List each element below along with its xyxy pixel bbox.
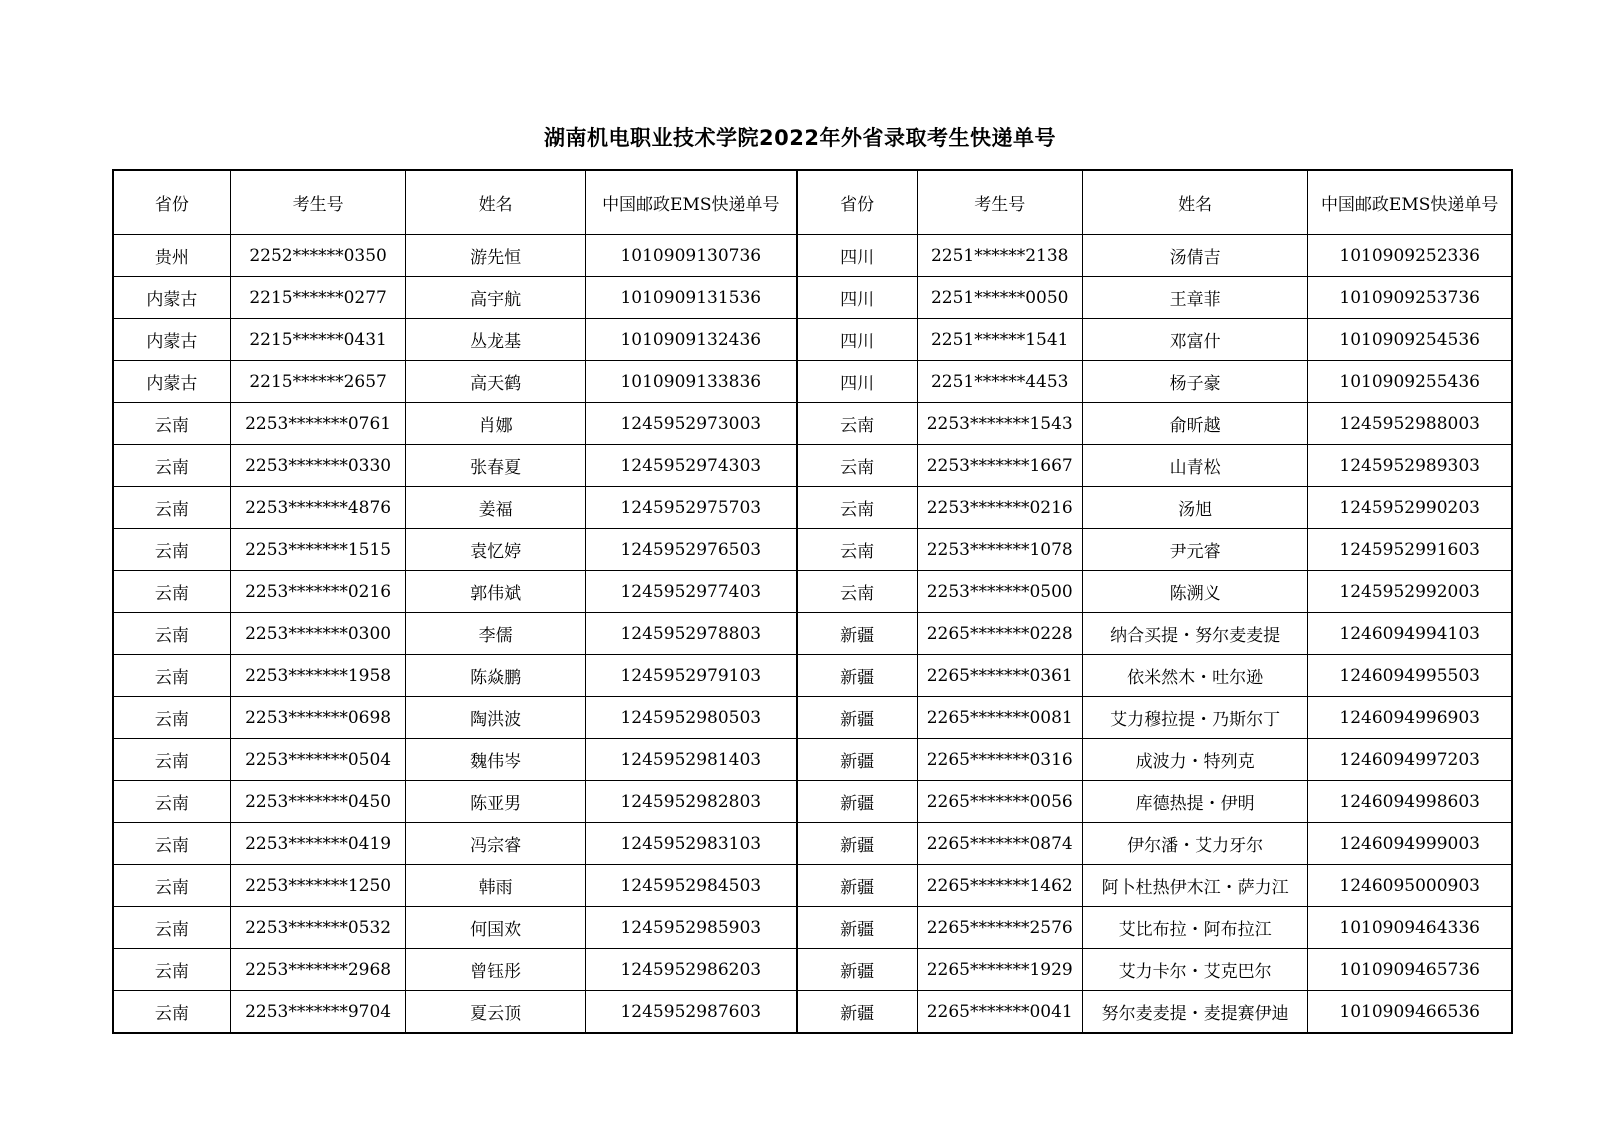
cell-province-left: 云南 bbox=[113, 991, 230, 1034]
table-row bbox=[113, 403, 1512, 445]
cell-ems-number-right: 1245952989303 bbox=[1308, 445, 1512, 487]
cell-exam-id-left: 2253*******1250 bbox=[230, 865, 406, 907]
cell-province-right: 四川 bbox=[797, 235, 917, 277]
cell-province-left: 云南 bbox=[113, 487, 230, 529]
cell-exam-id-right: 2251******2138 bbox=[917, 235, 1082, 277]
cell-exam-id-right: 2253*******0500 bbox=[917, 571, 1082, 613]
table-row bbox=[113, 277, 1512, 319]
cell-exam-id-right: 2251******4453 bbox=[917, 361, 1082, 403]
table-row bbox=[113, 781, 1512, 823]
cell-name-left: 袁忆婷 bbox=[406, 529, 586, 571]
cell-ems-number-right: 1246094996903 bbox=[1308, 697, 1512, 739]
cell-name-right: 王章菲 bbox=[1082, 277, 1308, 319]
cell-name-left: 何国欢 bbox=[406, 907, 586, 949]
cell-exam-id-left: 2253*******9704 bbox=[230, 991, 406, 1034]
header-ems-number-left: 中国邮政EMS快递单号 bbox=[585, 170, 796, 235]
cell-province-left: 云南 bbox=[113, 865, 230, 907]
cell-province-left: 云南 bbox=[113, 907, 230, 949]
cell-name-left: 丛龙基 bbox=[406, 319, 586, 361]
cell-exam-id-right: 2265*******0316 bbox=[917, 739, 1082, 781]
cell-ems-number-right: 1010909254536 bbox=[1308, 319, 1512, 361]
cell-name-right: 汤倩吉 bbox=[1082, 235, 1308, 277]
cell-province-left: 云南 bbox=[113, 403, 230, 445]
cell-exam-id-right: 2265*******0361 bbox=[917, 655, 1082, 697]
cell-exam-id-left: 2215******0277 bbox=[230, 277, 406, 319]
cell-exam-id-right: 2251******0050 bbox=[917, 277, 1082, 319]
cell-ems-number-right: 1010909253736 bbox=[1308, 277, 1512, 319]
table-row bbox=[113, 907, 1512, 949]
cell-exam-id-left: 2253*******0216 bbox=[230, 571, 406, 613]
cell-ems-number-right: 1245952991603 bbox=[1308, 529, 1512, 571]
cell-ems-number-left: 1245952976503 bbox=[585, 529, 796, 571]
cell-ems-number-left: 1245952983103 bbox=[585, 823, 796, 865]
cell-province-right: 四川 bbox=[797, 319, 917, 361]
cell-province-left: 贵州 bbox=[113, 235, 230, 277]
cell-exam-id-right: 2251******1541 bbox=[917, 319, 1082, 361]
cell-name-right: 依米然木・吐尔逊 bbox=[1082, 655, 1308, 697]
cell-name-left: 魏伟岑 bbox=[406, 739, 586, 781]
cell-province-right: 新疆 bbox=[797, 865, 917, 907]
cell-ems-number-left: 1010909132436 bbox=[585, 319, 796, 361]
cell-name-left: 郭伟斌 bbox=[406, 571, 586, 613]
cell-name-left: 高宇航 bbox=[406, 277, 586, 319]
cell-exam-id-right: 2265*******2576 bbox=[917, 907, 1082, 949]
cell-province-left: 内蒙古 bbox=[113, 319, 230, 361]
cell-name-left: 冯宗睿 bbox=[406, 823, 586, 865]
cell-exam-id-left: 2253*******0450 bbox=[230, 781, 406, 823]
header-name-left: 姓名 bbox=[406, 170, 586, 235]
cell-ems-number-right: 1246094998603 bbox=[1308, 781, 1512, 823]
cell-name-right: 成波力・特列克 bbox=[1082, 739, 1308, 781]
cell-name-left: 高天鹤 bbox=[406, 361, 586, 403]
cell-ems-number-left: 1245952977403 bbox=[585, 571, 796, 613]
cell-ems-number-left: 1010909130736 bbox=[585, 235, 796, 277]
cell-province-right: 新疆 bbox=[797, 781, 917, 823]
table-row bbox=[113, 361, 1512, 403]
cell-exam-id-right: 2265*******0874 bbox=[917, 823, 1082, 865]
cell-province-right: 云南 bbox=[797, 571, 917, 613]
table-row bbox=[113, 991, 1512, 1034]
cell-province-left: 云南 bbox=[113, 445, 230, 487]
header-exam-id-right: 考生号 bbox=[917, 170, 1082, 235]
cell-name-right: 邓富什 bbox=[1082, 319, 1308, 361]
cell-ems-number-right: 1246094995503 bbox=[1308, 655, 1512, 697]
table-row bbox=[113, 235, 1512, 277]
cell-exam-id-left: 2253*******0300 bbox=[230, 613, 406, 655]
cell-name-right: 艾比布拉・阿布拉江 bbox=[1082, 907, 1308, 949]
cell-ems-number-right: 1246094999003 bbox=[1308, 823, 1512, 865]
cell-name-left: 曾钰彤 bbox=[406, 949, 586, 991]
cell-name-right: 纳合买提・努尔麦麦提 bbox=[1082, 613, 1308, 655]
table-row bbox=[113, 487, 1512, 529]
cell-province-right: 云南 bbox=[797, 529, 917, 571]
cell-name-left: 陈亚男 bbox=[406, 781, 586, 823]
cell-province-right: 新疆 bbox=[797, 823, 917, 865]
cell-province-left: 内蒙古 bbox=[113, 277, 230, 319]
cell-ems-number-left: 1245952974303 bbox=[585, 445, 796, 487]
cell-ems-number-left: 1245952980503 bbox=[585, 697, 796, 739]
cell-exam-id-right: 2253*******1667 bbox=[917, 445, 1082, 487]
cell-province-right: 四川 bbox=[797, 361, 917, 403]
cell-province-left: 内蒙古 bbox=[113, 361, 230, 403]
cell-ems-number-right: 1245952990203 bbox=[1308, 487, 1512, 529]
table-row bbox=[113, 823, 1512, 865]
cell-province-left: 云南 bbox=[113, 823, 230, 865]
table-row bbox=[113, 613, 1512, 655]
cell-ems-number-right: 1010909465736 bbox=[1308, 949, 1512, 991]
cell-name-right: 艾力穆拉提・乃斯尔丁 bbox=[1082, 697, 1308, 739]
cell-exam-id-left: 2253*******0761 bbox=[230, 403, 406, 445]
cell-province-left: 云南 bbox=[113, 949, 230, 991]
cell-name-right: 艾力卡尔・艾克巴尔 bbox=[1082, 949, 1308, 991]
header-ems-number-right: 中国邮政EMS快递单号 bbox=[1308, 170, 1512, 235]
cell-province-right: 新疆 bbox=[797, 655, 917, 697]
cell-name-right: 努尔麦麦提・麦提赛伊迪 bbox=[1082, 991, 1308, 1034]
cell-exam-id-right: 2265*******1929 bbox=[917, 949, 1082, 991]
cell-ems-number-left: 1245952982803 bbox=[585, 781, 796, 823]
cell-province-left: 云南 bbox=[113, 781, 230, 823]
cell-province-left: 云南 bbox=[113, 655, 230, 697]
cell-ems-number-left: 1245952987603 bbox=[585, 991, 796, 1034]
cell-name-left: 肖娜 bbox=[406, 403, 586, 445]
cell-province-right: 新疆 bbox=[797, 613, 917, 655]
table-row bbox=[113, 529, 1512, 571]
cell-ems-number-right: 1245952988003 bbox=[1308, 403, 1512, 445]
cell-ems-number-right: 1010909464336 bbox=[1308, 907, 1512, 949]
cell-province-left: 云南 bbox=[113, 697, 230, 739]
cell-ems-number-left: 1245952981403 bbox=[585, 739, 796, 781]
table-row bbox=[113, 319, 1512, 361]
cell-exam-id-left: 2253*******2968 bbox=[230, 949, 406, 991]
cell-name-left: 李儒 bbox=[406, 613, 586, 655]
cell-exam-id-right: 2265*******0041 bbox=[917, 991, 1082, 1034]
cell-ems-number-left: 1245952984503 bbox=[585, 865, 796, 907]
cell-name-left: 韩雨 bbox=[406, 865, 586, 907]
cell-name-right: 陈溯义 bbox=[1082, 571, 1308, 613]
table-row bbox=[113, 571, 1512, 613]
cell-name-right: 尹元睿 bbox=[1082, 529, 1308, 571]
cell-ems-number-right: 1010909252336 bbox=[1308, 235, 1512, 277]
cell-name-right: 伊尔潘・艾力牙尔 bbox=[1082, 823, 1308, 865]
cell-ems-number-left: 1245952986203 bbox=[585, 949, 796, 991]
cell-name-left: 夏云顶 bbox=[406, 991, 586, 1034]
table-row bbox=[113, 949, 1512, 991]
header-name-right: 姓名 bbox=[1082, 170, 1308, 235]
cell-province-left: 云南 bbox=[113, 739, 230, 781]
cell-exam-id-right: 2265*******0228 bbox=[917, 613, 1082, 655]
cell-exam-id-left: 2215******2657 bbox=[230, 361, 406, 403]
express-tracking-table bbox=[112, 169, 1513, 1034]
cell-ems-number-left: 1245952985903 bbox=[585, 907, 796, 949]
cell-name-right: 汤旭 bbox=[1082, 487, 1308, 529]
cell-province-right: 四川 bbox=[797, 277, 917, 319]
cell-province-right: 新疆 bbox=[797, 949, 917, 991]
cell-ems-number-left: 1245952973003 bbox=[585, 403, 796, 445]
cell-exam-id-right: 2265*******0081 bbox=[917, 697, 1082, 739]
cell-name-left: 姜福 bbox=[406, 487, 586, 529]
cell-ems-number-right: 1010909255436 bbox=[1308, 361, 1512, 403]
header-exam-id-left: 考生号 bbox=[230, 170, 406, 235]
header-province-right: 省份 bbox=[797, 170, 917, 235]
cell-exam-id-left: 2253*******0532 bbox=[230, 907, 406, 949]
cell-province-left: 云南 bbox=[113, 571, 230, 613]
cell-name-left: 游先恒 bbox=[406, 235, 586, 277]
cell-ems-number-right: 1246094994103 bbox=[1308, 613, 1512, 655]
table-row bbox=[113, 697, 1512, 739]
cell-province-right: 新疆 bbox=[797, 991, 917, 1034]
cell-name-right: 阿卜杜热伊木江・萨力江 bbox=[1082, 865, 1308, 907]
cell-name-right: 俞昕越 bbox=[1082, 403, 1308, 445]
cell-exam-id-right: 2265*******1462 bbox=[917, 865, 1082, 907]
cell-exam-id-left: 2253*******0504 bbox=[230, 739, 406, 781]
cell-province-right: 云南 bbox=[797, 445, 917, 487]
cell-exam-id-left: 2253*******0698 bbox=[230, 697, 406, 739]
cell-ems-number-left: 1245952979103 bbox=[585, 655, 796, 697]
table-row bbox=[113, 739, 1512, 781]
cell-province-right: 新疆 bbox=[797, 907, 917, 949]
cell-ems-number-right: 1246095000903 bbox=[1308, 865, 1512, 907]
cell-province-right: 云南 bbox=[797, 403, 917, 445]
cell-ems-number-left: 1245952975703 bbox=[585, 487, 796, 529]
cell-name-right: 山青松 bbox=[1082, 445, 1308, 487]
cell-exam-id-left: 2252******0350 bbox=[230, 235, 406, 277]
cell-exam-id-left: 2253*******0419 bbox=[230, 823, 406, 865]
cell-province-right: 新疆 bbox=[797, 697, 917, 739]
cell-ems-number-left: 1010909133836 bbox=[585, 361, 796, 403]
cell-exam-id-right: 2253*******1543 bbox=[917, 403, 1082, 445]
cell-province-right: 新疆 bbox=[797, 739, 917, 781]
cell-name-left: 张春夏 bbox=[406, 445, 586, 487]
cell-name-left: 陈焱鹏 bbox=[406, 655, 586, 697]
cell-exam-id-left: 2253*******1515 bbox=[230, 529, 406, 571]
cell-province-left: 云南 bbox=[113, 613, 230, 655]
table-row bbox=[113, 445, 1512, 487]
cell-ems-number-left: 1245952978803 bbox=[585, 613, 796, 655]
cell-province-right: 云南 bbox=[797, 487, 917, 529]
cell-name-right: 杨子豪 bbox=[1082, 361, 1308, 403]
cell-exam-id-right: 2253*******1078 bbox=[917, 529, 1082, 571]
cell-exam-id-left: 2253*******4876 bbox=[230, 487, 406, 529]
cell-name-left: 陶洪波 bbox=[406, 697, 586, 739]
table-row bbox=[113, 655, 1512, 697]
cell-exam-id-left: 2253*******0330 bbox=[230, 445, 406, 487]
cell-exam-id-left: 2215******0431 bbox=[230, 319, 406, 361]
header-province-left: 省份 bbox=[113, 170, 230, 235]
table-header-row bbox=[113, 170, 1512, 235]
cell-ems-number-right: 1246094997203 bbox=[1308, 739, 1512, 781]
cell-province-left: 云南 bbox=[113, 529, 230, 571]
cell-ems-number-right: 1010909466536 bbox=[1308, 991, 1512, 1034]
cell-exam-id-right: 2265*******0056 bbox=[917, 781, 1082, 823]
table-row bbox=[113, 865, 1512, 907]
cell-name-right: 库德热提・伊明 bbox=[1082, 781, 1308, 823]
cell-exam-id-left: 2253*******1958 bbox=[230, 655, 406, 697]
cell-ems-number-left: 1010909131536 bbox=[585, 277, 796, 319]
cell-exam-id-right: 2253*******0216 bbox=[917, 487, 1082, 529]
document-title: 湖南机电职业技术学院2022年外省录取考生快递单号 bbox=[544, 126, 1056, 150]
cell-ems-number-right: 1245952992003 bbox=[1308, 571, 1512, 613]
